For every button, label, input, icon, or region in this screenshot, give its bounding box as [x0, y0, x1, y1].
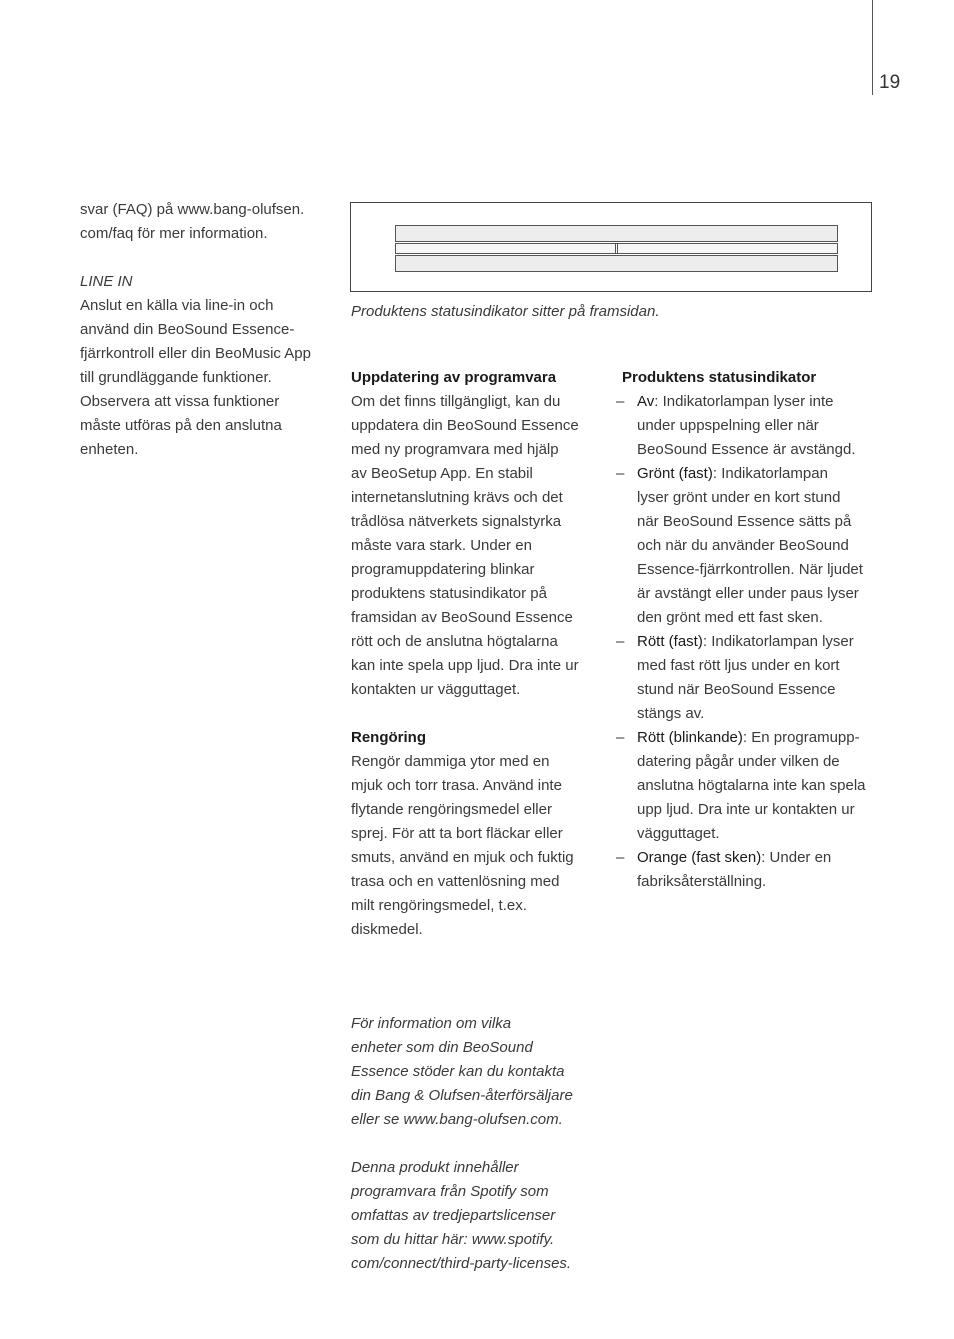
status-term: Grönt (fast): [637, 465, 713, 482]
body-line: använd din BeoSound Essence-: [80, 321, 295, 338]
body-line: till grundläggande funktioner.: [80, 369, 272, 386]
status-term: Av: [637, 393, 655, 410]
status-term: Orange (fast sken): [637, 849, 762, 866]
body-line: mjuk och torr trasa. Använd inte: [351, 777, 562, 794]
intro-line: com/faq för mer information.: [80, 225, 268, 242]
body-line: kan inte spela upp ljud. Dra inte ur: [351, 657, 579, 674]
note-line: omfattas av tredjepartslicenser: [351, 1207, 556, 1224]
status-indicator-light: [615, 243, 618, 254]
body-line: Rengör dammiga ytor med en: [351, 753, 550, 770]
note-line: För information om vilka: [351, 1015, 512, 1032]
body-line: med ny programvara med hjälp: [351, 441, 559, 458]
body-line: rött och de anslutna högtalarna: [351, 633, 558, 650]
status-heading: Produktens statusindikator: [622, 369, 817, 386]
body-line: trasa och en vattenlösning med: [351, 873, 560, 890]
note-line: com/connect/third-party-licenses.: [351, 1255, 572, 1272]
note-line: som du hittar här: www.spotify.: [351, 1231, 555, 1248]
body-line: av BeoSetup App. En stabil: [351, 465, 533, 482]
body-line: enheten.: [80, 441, 139, 458]
status-item-off: – Av: Indikatorlampan lyser inte under uppspelning eller när BeoSound Essence är avstängd.: [616, 393, 856, 458]
body-line: fjärrkontroll eller din BeoMusic App: [80, 345, 311, 362]
body-line: flytande rengöringsmedel eller: [351, 801, 552, 818]
note-line: programvara från Spotify som: [351, 1183, 549, 1200]
body-line: uppdatera din BeoSound Essence: [351, 417, 579, 434]
status-item-orange: – Orange (fast sken): Under en fabriksåterställning.: [616, 849, 832, 890]
body-line: programuppdatering blinkar: [351, 561, 535, 578]
page-number: 19: [879, 72, 901, 93]
note-line: din Bang & Olufsen-återförsäljare: [351, 1087, 573, 1104]
note-line: Denna produkt innehåller: [351, 1159, 519, 1176]
body-line: Om det finns tillgängligt, kan du: [351, 393, 561, 410]
body-line: trådlösa nätverkets signalstyrka: [351, 513, 562, 530]
intro-line: svar (FAQ) på www.bang-olufsen.: [80, 201, 305, 218]
body-line: måste utföras på den anslutna: [80, 417, 282, 434]
status-item-red-solid: – Rött (fast): Indikatorlampan lyser med fast rött ljus under en kort stund när BeoSound Essence stängs av.: [616, 633, 854, 722]
product-top-bar: [395, 225, 838, 242]
body-line: diskmedel.: [351, 921, 423, 938]
status-term: Rött (fast): [637, 633, 703, 650]
body-line: produktens statusindikator på: [351, 585, 547, 602]
line-in-title: LINE IN: [80, 273, 133, 290]
footnotes: [351, 1012, 611, 1276]
body-line: milt rengöringsmedel, t.ex.: [351, 897, 527, 914]
status-item-green: – Grönt (fast): Indikatorlampan lyser grönt under en kort stund när BeoSound Essence sätts på och när du använder BeoSound Essence-fjärrkontrollen. När ljudet är avstängt eller under paus lyser den grönt med ett fast sken.: [616, 465, 863, 626]
body-line: sprej. För att ta bort fläckar eller: [351, 825, 563, 842]
note-line: eller se www.bang-olufsen.com.: [351, 1111, 563, 1128]
page-margin-line: [872, 0, 873, 95]
status-item-red-blinking: – Rött (blinkande): En programupp- datering pågår under vilken de anslutna högtalarna inte kan spela upp ljud. Dra inte ur kontakten ur vägguttaget.: [616, 729, 866, 842]
body-line: framsidan av BeoSound Essence: [351, 609, 573, 626]
note-line: Essence stöder kan du kontakta: [351, 1063, 565, 1080]
note-line: enheter som din BeoSound: [351, 1039, 533, 1056]
status-term: Rött (blinkande): [637, 729, 743, 746]
body-line: Anslut en källa via line-in och: [80, 297, 274, 314]
product-illustration: [350, 202, 872, 292]
column-middle: [351, 366, 601, 942]
body-line: måste vara stark. Under en: [351, 537, 532, 554]
update-heading: Uppdatering av programvara: [351, 369, 557, 386]
body-line: internetanslutning krävs och det: [351, 489, 563, 506]
column-left: [80, 198, 340, 462]
body-line: kontakten ur vägguttaget.: [351, 681, 521, 698]
column-right: [616, 366, 878, 894]
body-line: Observera att vissa funktioner: [80, 393, 280, 410]
cleaning-heading: Rengöring: [351, 729, 426, 746]
figure-caption: Produktens statusindikator sitter på framsidan.: [351, 303, 660, 320]
product-bottom-bar: [395, 255, 838, 272]
body-line: smuts, använd en mjuk och fuktig: [351, 849, 574, 866]
